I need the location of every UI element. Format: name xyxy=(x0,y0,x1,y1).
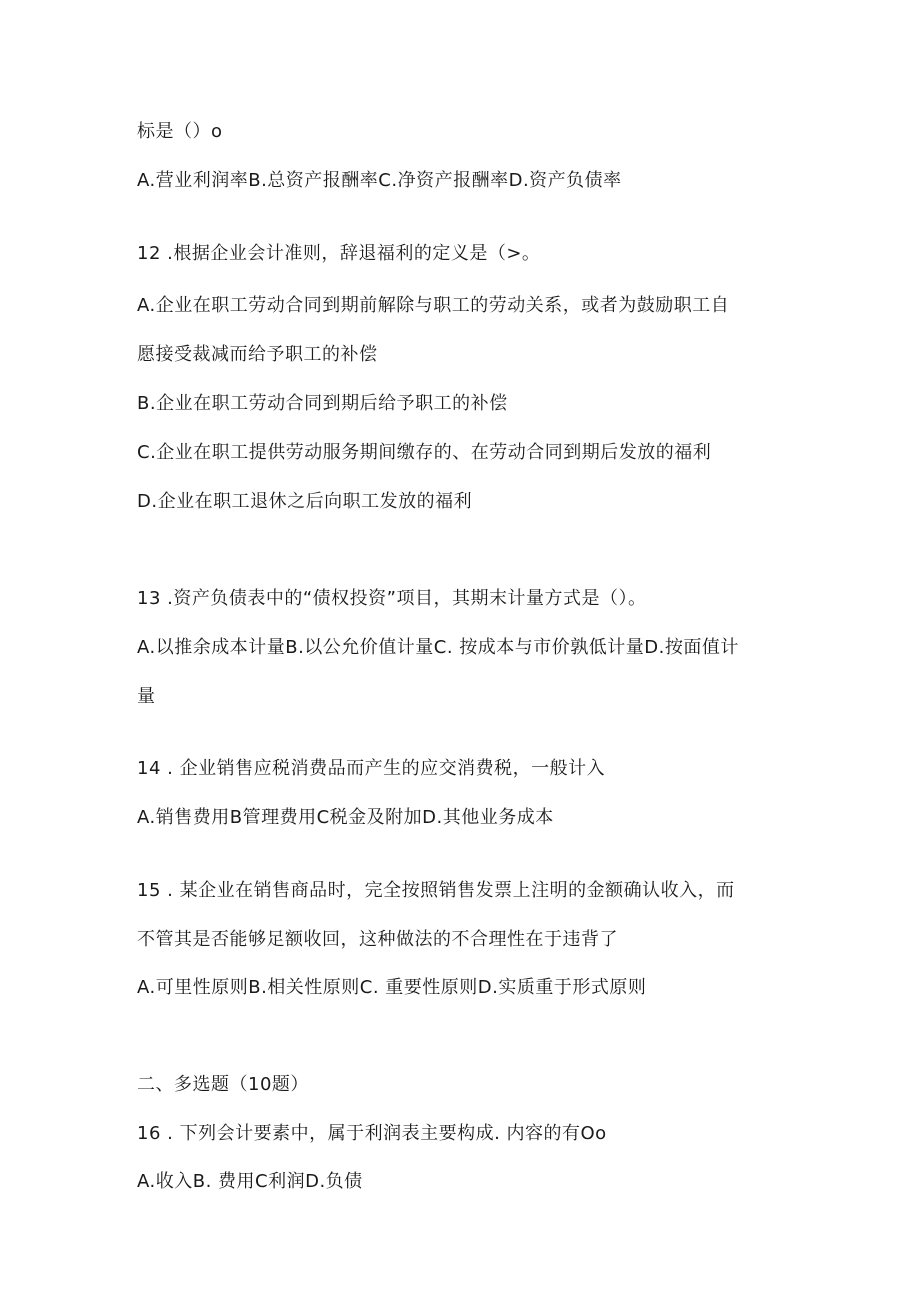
question-12-stem: 12 .根据企业会计准则，辞退福利的定义是（>。 xyxy=(137,243,541,264)
section-heading-multiple-choice: 二、多选题（10题） xyxy=(137,1074,309,1095)
question-12-option-c: C.企业在职工提供劳动服务期间缴存的、在劳动合同到期后发放的福利 xyxy=(137,442,712,463)
question-12-option-a: A.企业在职工劳动合同到期前解除与职工的劳动关系，或者为鼓励职工自 xyxy=(137,295,730,316)
question-11-options: A.营业利润率B.总资产报酬率C.净资产报酬率D.资产负债率 xyxy=(137,170,622,191)
question-13-options: A.以推余成本计量B.以公允价值计量C. 按成本与市价孰低计量D.按面值计 xyxy=(137,637,739,658)
question-11-stem-end: 标是（）o xyxy=(137,121,223,142)
question-16-options: A.收入B. 费用C利润D.负债 xyxy=(137,1171,363,1192)
question-14-options: A.销售费用B管理费用C税金及附加D.其他业务成本 xyxy=(137,807,554,828)
question-15-options: A.可里性原则B.相关性原则C. 重要性原则D.实质重于形式原则 xyxy=(137,977,647,998)
question-13-stem: 13 .资产负债表中的“债权投资”项目，其期末计量方式是（）。 xyxy=(137,588,647,609)
question-12-option-b: B.企业在职工劳动合同到期后给予职工的补偿 xyxy=(137,393,508,414)
question-12-option-d: D.企业在职工退休之后向职工发放的福利 xyxy=(137,491,473,512)
question-15-stem: 15 . 某企业在销售商品时，完全按照销售发票上注明的金额确认收入，而 xyxy=(137,880,735,901)
question-16-stem: 16 . 下列会计要素中，属于利润表主要构成. 内容的有Oo xyxy=(137,1123,607,1144)
question-15-stem-continued: 不管其是否能够足额收回，这种做法的不合理性在于违背了 xyxy=(137,929,618,950)
question-13-options-continued: 量 xyxy=(137,686,156,707)
question-14-stem: 14 . 企业销售应税消费品而产生的应交消费税，一般计入 xyxy=(137,758,606,779)
question-12-option-a-continued: 愿接受裁减而给予职工的补偿 xyxy=(137,344,378,365)
